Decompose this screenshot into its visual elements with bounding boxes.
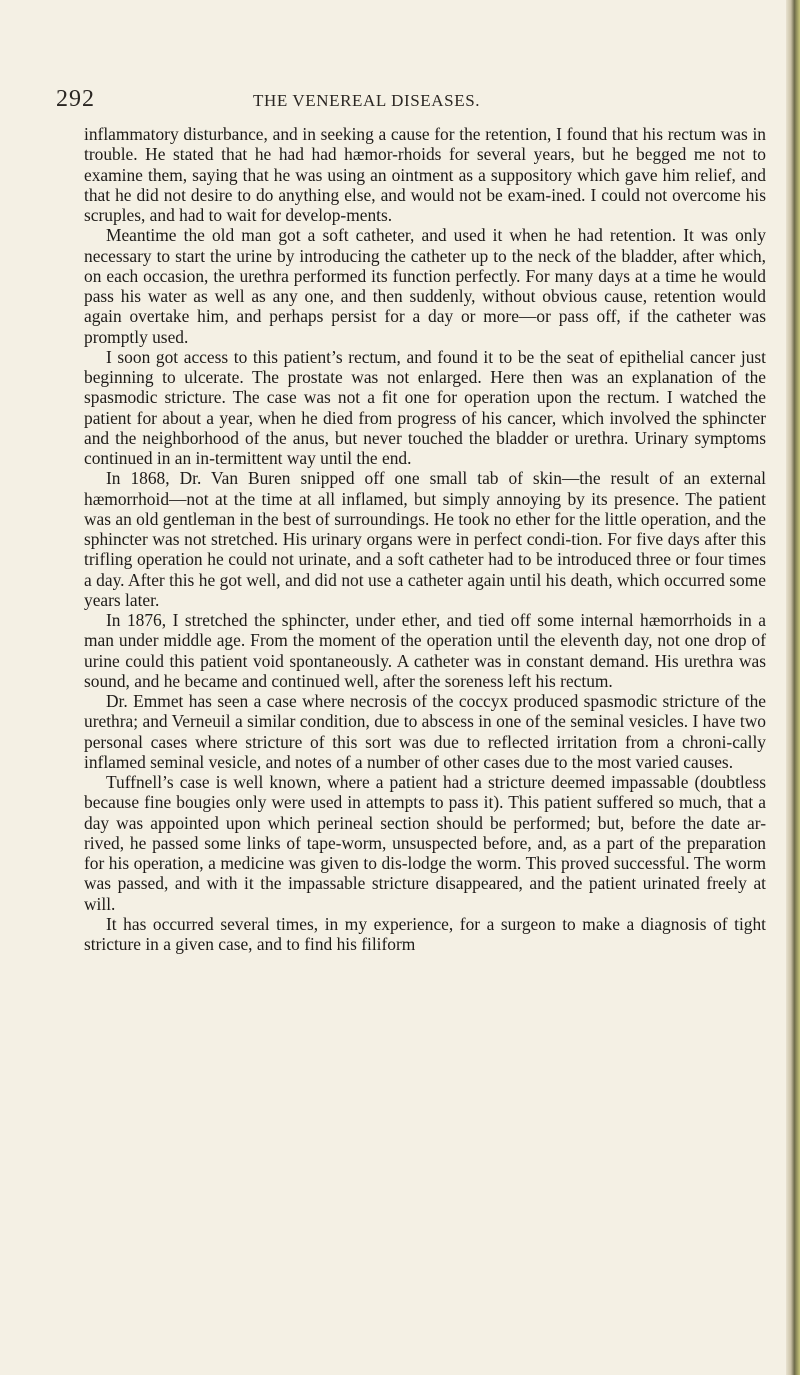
paragraph-3: I soon got access to this patient’s rectum, and found it to be the seat of epithelial cancer just beginning to ulcerate. The prostate was not enlarged. Here then was an explanation of the spasmodic stricture. The case was not a fit one for operation upon the rectum. I watched the patient for about a year, when he died from progress of his cancer, which involved the sphincter and the neighborhood of the anus, but never touched the bladder or urethra. Urinary symptoms continued in an in-termittent way until the end. xyxy=(84,346,766,468)
body-text xyxy=(84,124,766,954)
paragraph-6: Dr. Emmet has seen a case where necrosis of the coccyx produced spasmodic stricture of the urethra; and Verneuil a similar condition, due to abscess in one of the seminal vesicles. I have two personal cases where stricture of this sort was due to reflected irritation from a chroni-cally inflamed seminal vesicle, and notes of a number of other cases due to the most varied causes. xyxy=(84,691,766,772)
running-title: THE VENEREAL DISEASES. xyxy=(253,91,481,110)
paragraph-4: In 1868, Dr. Van Buren snipped off one small tab of skin—the result of an external hæmorrhoid—not at the time at all inflamed, but simply annoying by its presence. The patient was an old gentleman in the best of surroundings. He took no ether for the little operation, and the sphincter was not stretched. His urinary organs were in perfect condi-tion. For five days after this trifling operation he could not urinate, and a soft catheter had to be introduced three or four times a day. After this he got well, and did not use a catheter again until his death, which occurred some years later. xyxy=(84,468,766,610)
page-edge xyxy=(786,0,800,1375)
paragraph-8: It has occurred several times, in my experience, for a surgeon to make a diagnosis of tight stricture in a given case, and to find his filiform xyxy=(84,913,766,954)
page-number: 292 xyxy=(56,86,95,112)
paragraph-2: Meantime the old man got a soft catheter, and used it when he had retention. It was only necessary to start the urine by introducing the catheter up to the neck of the bladder, after which, on each occasion, the urethra performed its function perfectly. For many days at a time he would pass his water as well as any one, and then suddenly, without obvious cause, retention would again overtake him, and perhaps persist for a day or more—or pass off, if the catheter was promptly used. xyxy=(84,225,766,347)
paragraph-1: inflammatory disturbance, and in seeking a cause for the retention, I found that his rectum was in trouble. He stated that he had had hæmor-rhoids for several years, but he begged me not to examine them, saying that he was using an ointment as a suppository which gave him relief, and that he did not desire to do anything else, and would not be exam-ined. I could not overcome his scruples, and had to wait for develop-ments. xyxy=(84,124,766,225)
page-header xyxy=(56,86,756,116)
paragraph-7: Tuffnell’s case is well known, where a patient had a stricture deemed impassable (doubtless because fine bougies only were used in attempts to pass it). This patient suffered so much, that a day was appointed upon which perineal section should be performed; but, before the date ar-rived, he passed some links of tape-worm, unsuspected before, and, as a part of the preparation for his operation, a medicine was given to dis-lodge the worm. This proved successful. The worm was passed, and with it the impassable stricture disappeared, and the patient urinated freely at will. xyxy=(84,772,766,914)
paragraph-5: In 1876, I stretched the sphincter, under ether, and tied off some internal hæmorrhoids in a man under middle age. From the moment of the operation until the eleventh day, not one drop of urine could this patient void spontaneously. A catheter was in constant demand. His urethra was sound, and he became and continued well, after the soreness left his rectum. xyxy=(84,610,766,691)
